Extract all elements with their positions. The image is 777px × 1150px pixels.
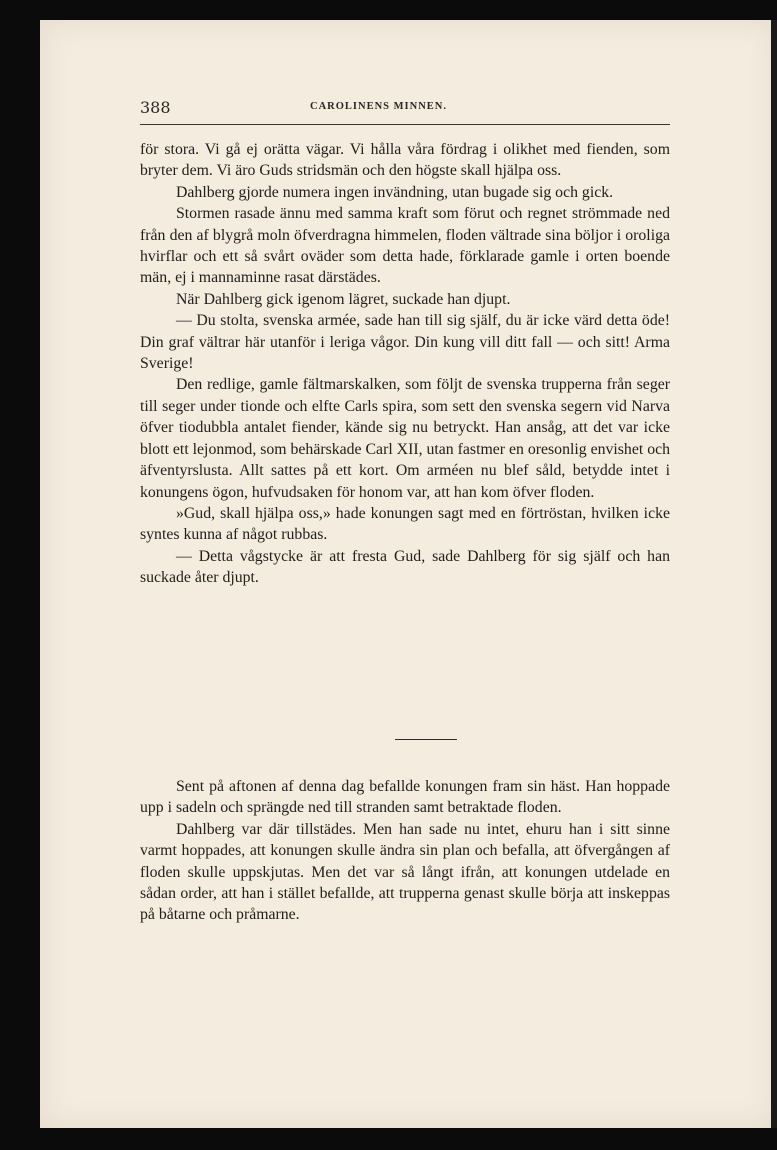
section-divider [395,739,457,740]
body-text-section-1 [140,139,670,589]
page-edge-shadow [771,20,777,1128]
page-header [140,98,670,120]
header-rule [140,124,670,125]
paragraph: för stora. Vi gå ej orätta vägar. Vi hålla våra fördrag i olikhet med fienden, som bryter dem. Vi äro Guds stridsmän och den högste skall hjälpa oss. [140,141,670,180]
paragraph: Sent på aftonen af denna dag befallde konungen fram sin häst. Han hoppade upp i sadeln och sprängde ned till stranden samt betraktade floden. [140,778,670,817]
paragraph: Dahlberg gjorde numera ingen invändning, utan bugade sig och gick. [176,183,614,201]
running-title: CAROLINENS MINNEN. [310,101,448,112]
paragraph: Den redlige, gamle fältmarskalken, som följt de svenska trupperna från seger till seger under tionde och elfte Carls spira, som sett den svenska segern vid Narva öfver tiodubbla antalet fiender, kände sig nu betryckt. Han ansåg, att det var icke blott ett lejonmod, som behärskade Carl XII, utan fastmer en oresonlig envishet och äfventyrslusta. Allt sattes på ett kort. Om arméen nu blef såld, betydde intet i konungens ögon, hufvudsaken för honom var, att han kom öfver floden. [140,376,670,501]
body-text-section-2 [140,776,670,926]
paragraph: »Gud, skall hjälpa oss,» hade konungen sagt med en förtröstan, hvilken icke syntes kunna af något rubbas. [140,504,670,544]
paragraph: Stormen rasade ännu med samma kraft som förut och regnet strömmade ned från den af blygrå moln öfverdragna himmelen, floden vältrade sina böljor i oroliga hvirflar och ett så svårt oväder som detta hade, förklarade gamle i orten boende män, ej i mannaminne rasat därstädes. [140,205,670,287]
paragraph: — Detta vågstycke är att fresta Gud, sade Dahlberg för sig själf och han suckade åter djupt. [140,547,670,587]
paragraph: Dahlberg var där tillstädes. Men han sade nu intet, ehuru han i sitt sinne varmt hoppades, att konungen skulle ändra sin plan och befalla, att öfvergången af floden skulle uppskjutas. Men det var så långt ifrån, att konungen utdelade en sådan order, att han i stället befallde, att trupperna genast skulle börja att inskeppas på båtarne och pråmarne. [140,820,670,924]
paragraph: — Du stolta, svenska armée, sade han till sig själf, du är icke värd detta öde! Din graf vältrar här utanför i leriga vågor. Din kung vill ditt fall — och sitt! Arma Sverige! [140,312,670,373]
paragraph: När Dahlberg gick igenom lägret, suckade han djupt. [176,290,511,308]
page-number: 388 [140,98,171,117]
